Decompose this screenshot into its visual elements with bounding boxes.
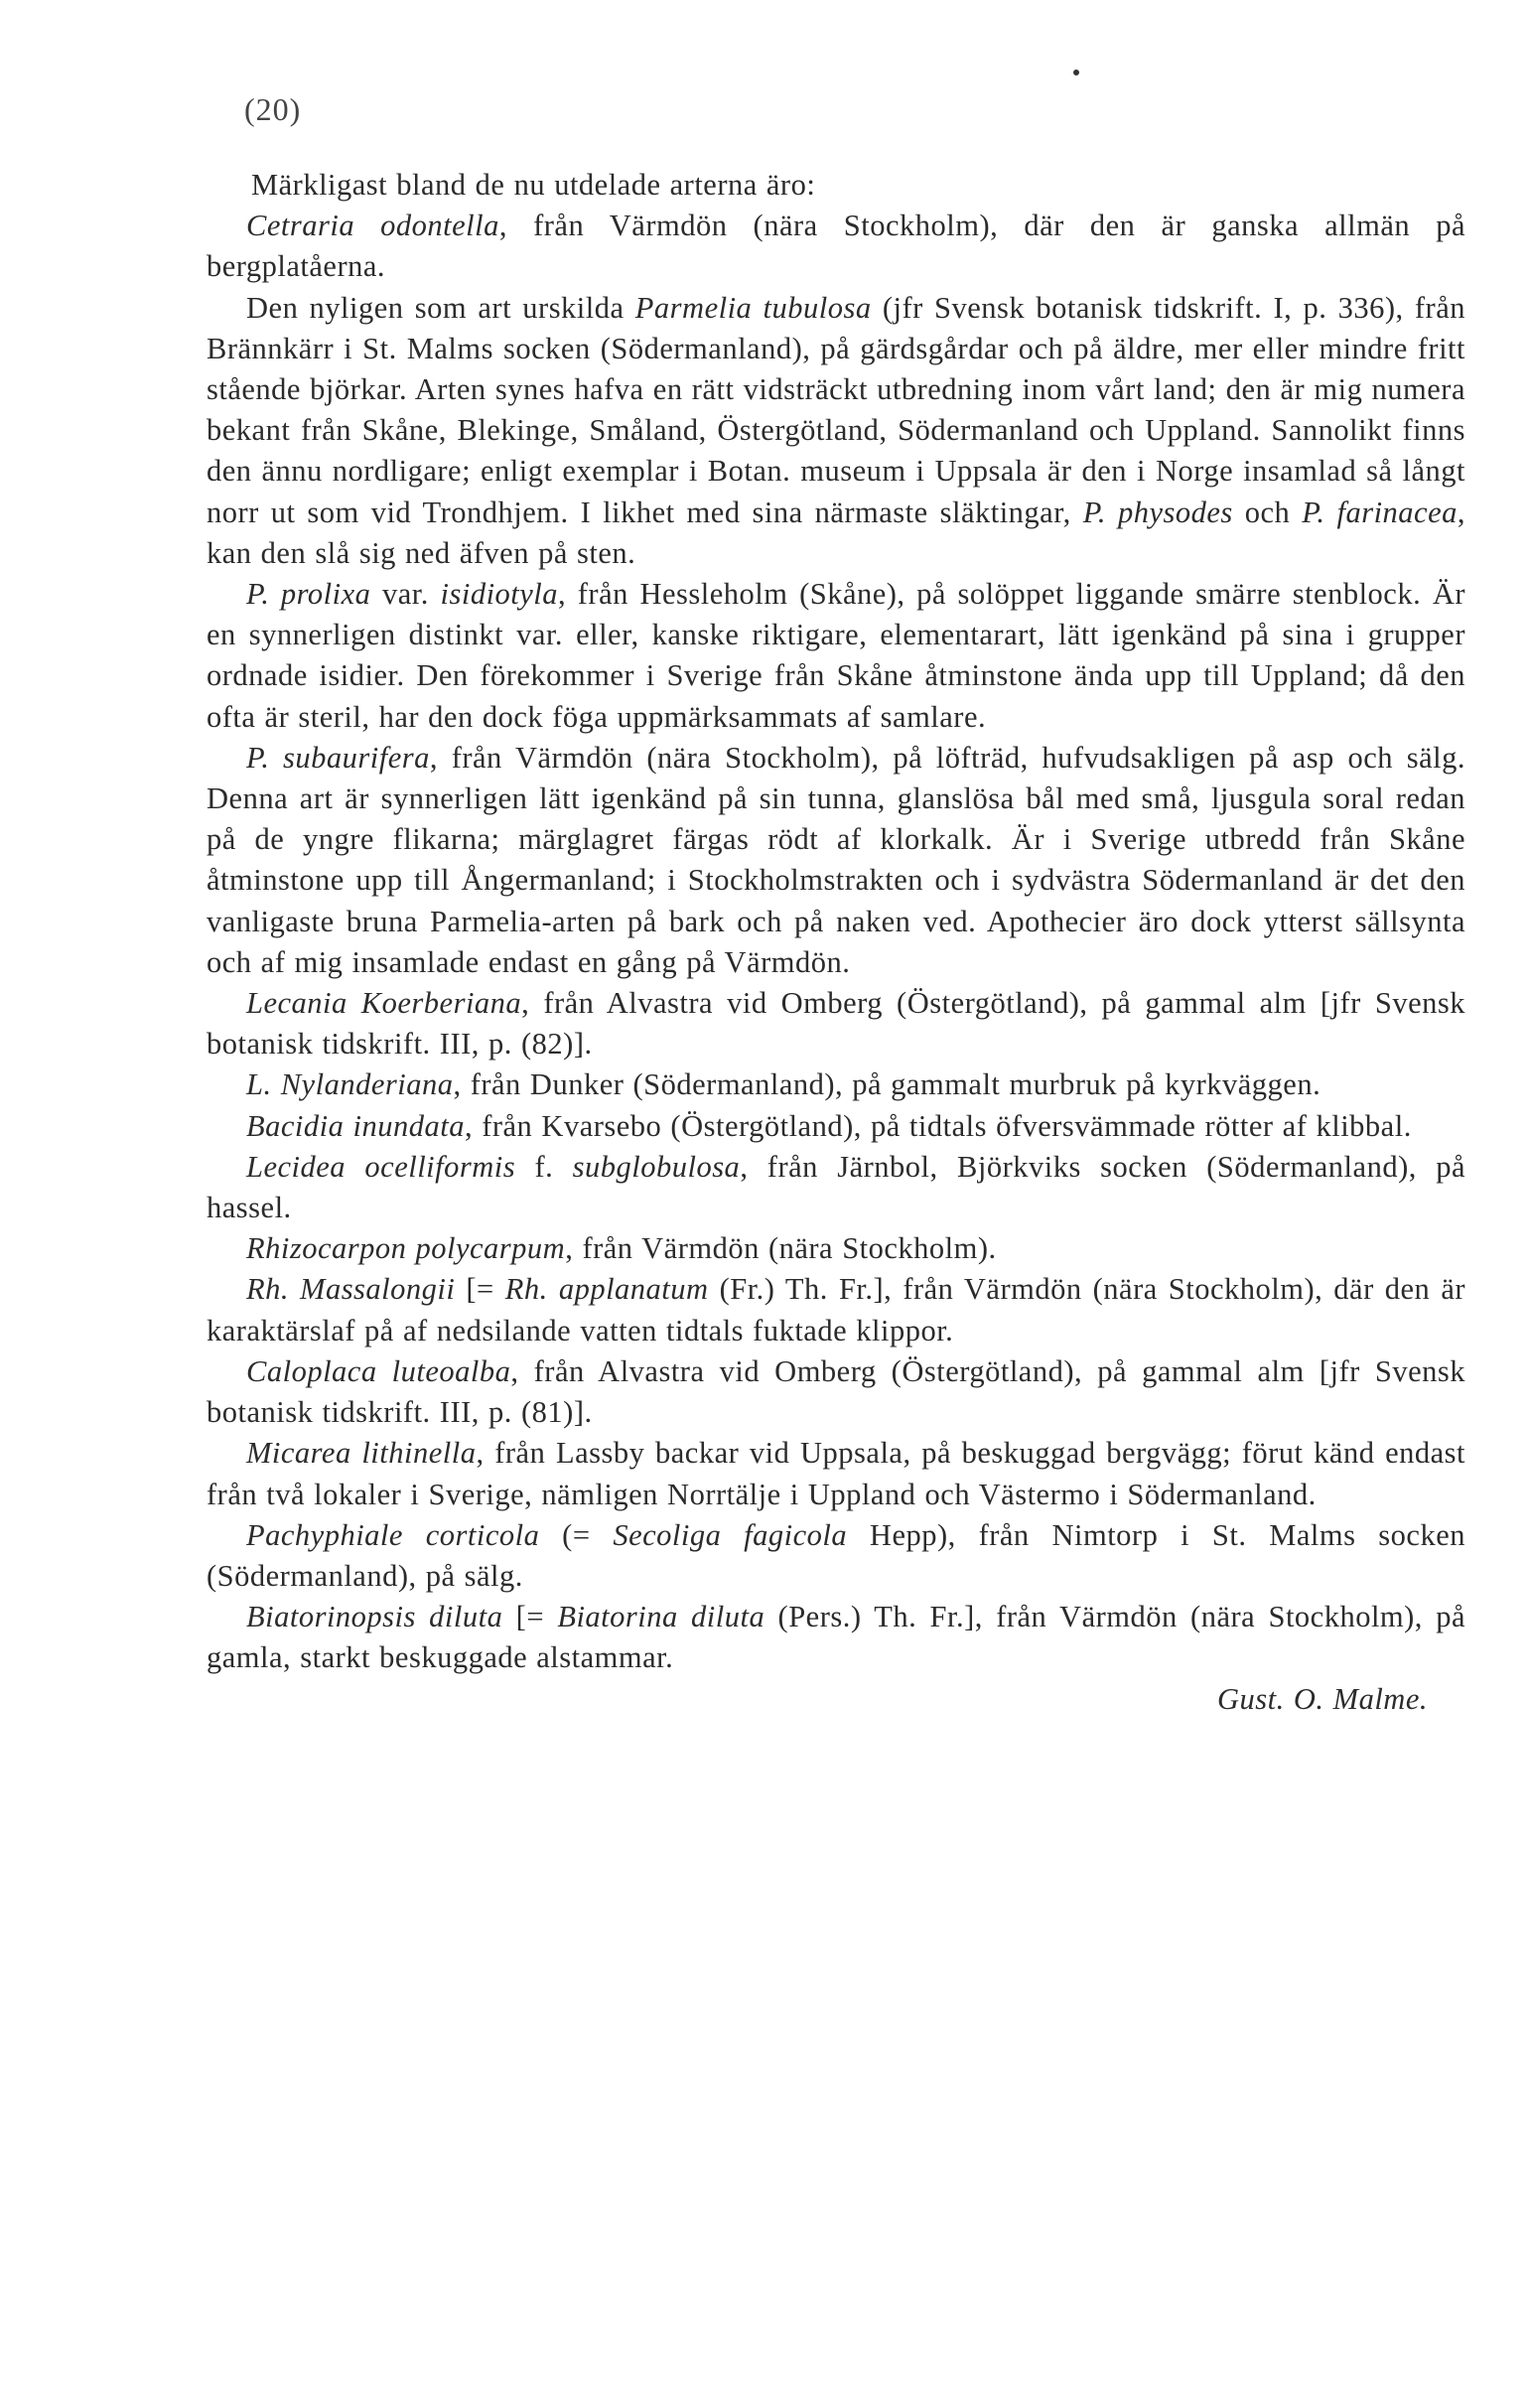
taxon-name: subglobulosa: [572, 1149, 741, 1184]
text-segment: , från Lassby backar vid Uppsala, på beskuggad bergvägg; förut känd endast från två lokaler i Sverige, nämligen Norrtälje i Uppland och Västermo i Södermanland.: [207, 1436, 1466, 1511]
taxon-name: P. physodes: [1082, 495, 1233, 529]
paragraph: [207, 1597, 1465, 1678]
paragraph: [207, 1269, 1465, 1350]
paragraph: [207, 574, 1465, 738]
taxon-name: Pachyphiale corticola: [246, 1517, 540, 1552]
taxon-name: Rh. Massalongii: [246, 1272, 456, 1307]
print-speck: [1073, 70, 1079, 75]
text-segment: , kan den slå sig ned äfven på sten.: [207, 495, 1465, 570]
text-segment: Hepp), från Nimtorp i St. Malms socken (Södermanland), på sälg.: [207, 1517, 1465, 1593]
taxon-name: Lecania Koerberiana: [246, 986, 522, 1021]
text-segment: , från Dunker (Södermanland), på gammalt murbruk på kyrkväggen.: [453, 1067, 1321, 1102]
text-segment: , från Alvastra vid Omberg (Östergötland), på gammal alm [jfr Svensk botanisk tidskrift. III, p. (81)].: [207, 1353, 1465, 1430]
paragraph: [207, 165, 1465, 206]
text-segment: (Fr.) Th. Fr.], från Värmdön (nära Stockholm), där den är karaktärslaf på af nedsilande vatten tidtals fuktade klippor.: [207, 1272, 1466, 1347]
taxon-name: Parmelia tubulosa: [634, 290, 872, 325]
paragraph: [207, 1064, 1465, 1105]
paragraph: [207, 1351, 1465, 1433]
page-number: (20): [244, 91, 302, 127]
paragraph: [207, 1433, 1465, 1514]
text-segment: Märkligast bland de nu utdelade arterna äro:: [251, 168, 816, 202]
taxon-name: Cetraria odontella: [246, 209, 499, 243]
text-segment: (Pers.) Th. Fr.], från Värmdön (nära Stockholm), på gamla, starkt beskuggade alstammar.: [207, 1600, 1466, 1675]
paragraph: [207, 206, 1465, 287]
paragraph: [207, 1515, 1465, 1597]
text-segment: , från Värmdön (nära Stockholm).: [565, 1231, 997, 1266]
taxon-name: L. Nylanderiana: [246, 1067, 454, 1102]
text-segment: , från Kvarsebo (Östergötland), på tidtals öfversvämmade rötter af klibbal.: [464, 1108, 1412, 1143]
body-text: [207, 165, 1465, 1720]
taxon-name: Lecidea ocelliformis: [246, 1149, 516, 1184]
taxon-name: Caloplaca luteoalba: [246, 1353, 511, 1388]
taxon-name: P. prolixa: [246, 577, 371, 612]
text-segment: [=: [455, 1272, 505, 1307]
paragraph-list: [207, 165, 1465, 1679]
taxon-name: Rhizocarpon polycarpum: [246, 1231, 566, 1266]
paragraph: [207, 1106, 1465, 1147]
paragraph: [207, 983, 1465, 1064]
text-segment: var.: [370, 577, 441, 612]
text-segment: Den nyligen som art urskilda: [246, 290, 635, 325]
text-segment: (=: [539, 1517, 614, 1552]
text-segment: , från Järnbol, Björkviks socken (Södermanland), på hassel.: [207, 1149, 1465, 1225]
taxon-name: isidiotyla: [440, 577, 559, 612]
text-segment: , från Värmdön (nära Stockholm), där den är ganska allmän på bergplatåerna.: [207, 209, 1465, 284]
text-segment: [=: [502, 1600, 558, 1634]
author-signature: Gust. O. Malme.: [1217, 1681, 1428, 1716]
paragraph: [207, 1147, 1465, 1228]
taxon-name: Secoliga fagicola: [613, 1517, 848, 1552]
taxon-name: Micarea lithinella: [246, 1436, 477, 1471]
taxon-name: Biatorinopsis diluta: [246, 1600, 503, 1634]
taxon-name: P. subaurifera: [246, 740, 430, 775]
paragraph: [207, 288, 1465, 574]
text-segment: , från Värmdön (nära Stockholm), på löfträd, hufvudsakligen på asp och sälg. Denna art är synnerligen lätt igenkänd på sin tunna, glanslösa bål med små, ljusgula soral redan på de yngre flikarna; märglagret färgas rödt af klorkalk. Är i Sverige utbredd från Skåne åtminstone upp till Ångermanland; i Stockholmstrakten och i sydvästra Södermanland är det den vanligaste bruna Parmelia-arten på bark och på naken ved. Apothecier äro dock ytterst sällsynta och af mig insamlade endast en gång på Värmdön.: [207, 740, 1465, 979]
text-segment: och: [1232, 495, 1303, 529]
paragraph: [207, 1228, 1465, 1269]
text-segment: , från Alvastra vid Omberg (Östergötland), på gammal alm [jfr Svensk botanisk tidskrift. III, p. (82)].: [207, 986, 1465, 1062]
taxon-name: Bacidia inundata: [246, 1108, 465, 1143]
text-segment: (jfr Svensk botanisk tidskrift. I, p. 336), från Brännkärr i St. Malms socken (Södermanland), på gärdsgårdar och på äldre, mer eller mindre fritt stående björkar. Arten synes hafva en rätt vidsträckt utbredning inom vårt land; den är mig numera bekant från Skåne, Blekinge, Småland, Östergötland, Södermanland och Uppland. Sannolikt finns den ännu nordligare; enligt exemplar i Botan. museum i Uppsala är den i Norge insamlad så långt norr ut som vid Trondhjem. I likhet med sina närmaste släktingar,: [207, 290, 1465, 529]
taxon-name: Rh. applanatum: [504, 1272, 709, 1307]
text-segment: f.: [515, 1149, 573, 1184]
taxon-name: Biatorina diluta: [557, 1600, 765, 1634]
taxon-name: P. farinacea: [1302, 495, 1458, 529]
text-segment: , från Hessleholm (Skåne), på solöppet liggande smärre stenblock. Är en synnerligen distinkt var. eller, kanske riktigare, elementarart, lätt igenkänd på sina i grupper ordnade isidier. Den förekommer i Sverige från Skåne åtminstone ända upp till Uppland; då den ofta är steril, har den dock föga uppmärksammats af samlare.: [207, 577, 1466, 734]
paragraph: [207, 738, 1465, 983]
